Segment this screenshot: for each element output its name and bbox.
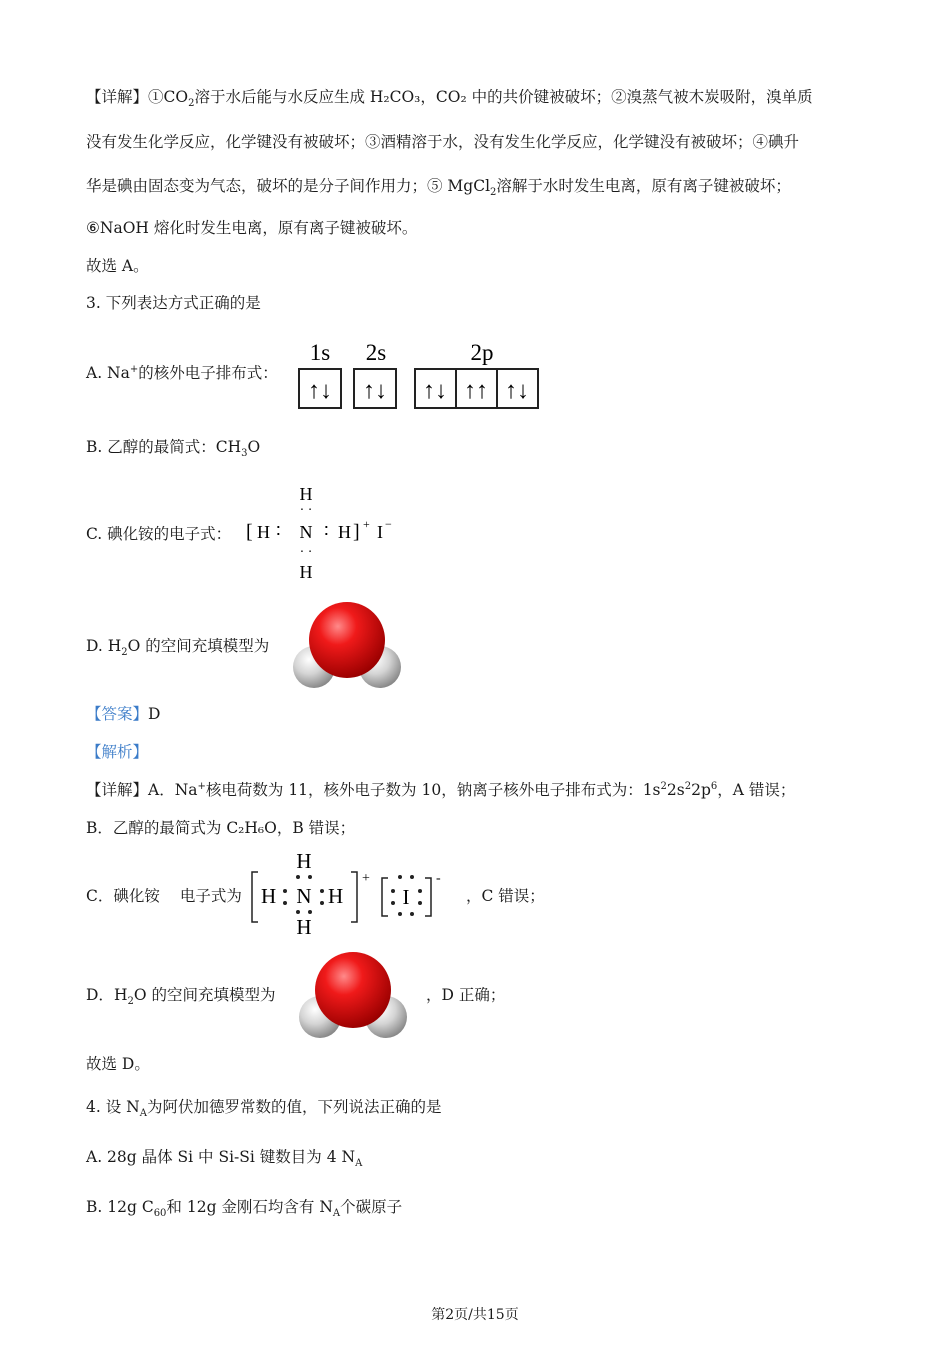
atom-h-top: H	[296, 849, 312, 873]
q4-option-b	[86, 1196, 402, 1218]
superscript: 2	[684, 780, 692, 792]
detail-text: C．碘化铵	[86, 887, 160, 905]
page-footer: 第2页/共15页	[431, 1307, 519, 1323]
subscript: 2	[490, 187, 497, 199]
atom-h-left: H	[257, 522, 270, 542]
detail-text: 【详解】①CO	[86, 88, 189, 106]
q3-option-d	[86, 635, 269, 657]
detail-b: B．乙醇的最简式为 C₂H₆O，B 错误；	[86, 819, 356, 837]
superscript: 2	[660, 780, 667, 792]
question-4-stem	[86, 1096, 441, 1118]
subscript: 2	[121, 647, 128, 659]
option-text: 个碳原子	[340, 1198, 403, 1216]
detail-text: D．	[86, 986, 114, 1004]
q4-option-a	[86, 1146, 362, 1168]
charge-minus: −	[385, 517, 392, 531]
q3-option-a	[86, 362, 278, 384]
conclusion-3: 故选 D。	[86, 1055, 150, 1073]
bracket-left: [	[246, 521, 253, 543]
orbital-arrows: ↑↓	[363, 378, 387, 404]
atom-h-left: H	[261, 884, 277, 908]
answer-label: 【答案】	[86, 705, 149, 723]
orbital-arrows: ↑↓	[423, 378, 447, 404]
charge-minus: -	[436, 871, 441, 886]
subscript: 2	[188, 98, 195, 110]
detail-text: ，A 错误；	[717, 781, 796, 799]
detail-c	[86, 885, 242, 907]
ammonium-iodide-formula-c	[240, 480, 410, 584]
bracket-left	[382, 878, 388, 916]
bracket-left	[252, 872, 258, 922]
atom-h-bottom: H	[299, 562, 313, 582]
option-text: 的核外电子排布式：	[138, 364, 278, 382]
water-space-filling-model	[292, 600, 404, 696]
bracket-right	[351, 872, 357, 922]
atom-i: I	[402, 885, 410, 909]
ammonium-iodide-formula-detail	[248, 848, 460, 940]
atom-h-right: H	[328, 884, 344, 908]
atom-h-top: H	[299, 484, 313, 504]
detail-text: 2s	[666, 781, 685, 799]
atom-i: I	[377, 522, 383, 542]
subscript: A	[355, 1158, 363, 1170]
q3-option-c: C. 碘化铵的电子式：	[86, 525, 232, 543]
subscript: A	[332, 1208, 341, 1220]
orbital-diagram	[292, 336, 552, 412]
detail-text: O 的空间充填模型为	[133, 986, 276, 1004]
subscript: 60	[153, 1208, 167, 1220]
detail-text: 2p	[691, 781, 711, 799]
electron-pair: ∶	[324, 521, 329, 541]
detail-line-4: ⑥NaOH 熔化时发生电离，原有离子键被破坏。	[86, 219, 418, 237]
electron-pair: · ·	[299, 545, 313, 560]
orbital-arrows: ↑↓	[308, 378, 332, 404]
analysis-label: 【解析】	[86, 743, 149, 761]
q3-option-b	[86, 436, 260, 458]
option-text: B. 乙醇的最简式：CH	[86, 438, 242, 456]
option-text: 和 12g 金刚石均含有 N	[166, 1198, 333, 1216]
charge-plus: +	[362, 871, 370, 886]
conclusion-2: 故选 A。	[86, 257, 149, 275]
atom-n: N	[299, 522, 313, 542]
detail-d-end: ，D 正确；	[426, 986, 506, 1004]
detail-text: 【详解】A．Na	[86, 781, 198, 799]
superscript: 6	[710, 780, 718, 792]
detail-a	[86, 779, 795, 801]
electron-pair: ∶	[276, 521, 281, 541]
option-text: O 的空间充填模型为	[127, 637, 270, 655]
atom-n: N	[296, 884, 312, 908]
detail-d	[86, 984, 275, 1006]
detail-line-1	[86, 86, 813, 108]
orbital-arrows: ↑↑	[464, 378, 488, 404]
option-text: B. 12g C	[86, 1198, 154, 1216]
superscript: +	[197, 780, 206, 792]
electron-pair: · ·	[299, 503, 313, 518]
orbital-arrows: ↑↓	[505, 378, 529, 404]
detail-text: 电子式为	[179, 887, 242, 905]
detail-text: 核电荷数为 11，核外电子数为 10，钠离子核外电子排布式为：1s	[205, 781, 661, 799]
stem-text: 4. 设 N	[86, 1098, 140, 1116]
orbital-label-2s: 2s	[365, 340, 387, 365]
water-space-filling-model	[298, 950, 410, 1046]
superscript: +	[129, 363, 139, 375]
detail-c-end: ，C 错误；	[466, 887, 545, 905]
question-3-stem: 3. 下列表达方式正确的是	[86, 294, 261, 312]
detail-text: H	[113, 986, 128, 1004]
stem-text: 为阿伏加德罗常数的值，下列说法正确的是	[146, 1098, 442, 1116]
option-text: A. 28g 晶体 Si 中 Si-Si 键数目为 4 N	[86, 1148, 356, 1166]
subscript: A	[139, 1108, 147, 1120]
subscript: 3	[241, 448, 248, 460]
option-text: O	[247, 438, 261, 456]
answer-line	[86, 703, 160, 725]
oxygen-atom	[309, 602, 385, 678]
subscript: 2	[127, 996, 134, 1008]
atom-h-right: H	[338, 522, 351, 542]
detail-line-2: 没有发生化学反应，化学键没有被破坏；③酒精溶于水，没有发生化学反应，化学键没有被破坏；④碘升	[86, 133, 800, 151]
charge-plus: +	[363, 517, 370, 531]
orbital-label-2p: 2p	[470, 340, 494, 365]
oxygen-atom	[315, 952, 391, 1028]
orbital-label-1s: 1s	[309, 340, 331, 365]
option-text: A. Na	[86, 364, 130, 382]
detail-text: 溶解于水时发生电离，原有离子键被破坏；	[496, 177, 791, 195]
detail-text: 华是碘由固态变为气态，破坏的是分子间作用力；⑤ MgCl	[86, 177, 491, 195]
answer-value: D	[148, 705, 161, 723]
atom-h-bottom: H	[296, 915, 312, 939]
detail-text: 溶于水后能与水反应生成 H₂CO₃，CO₂ 中的共价键被破坏；②溴蒸气被木炭吸附，溴单质	[194, 88, 813, 106]
detail-line-3	[86, 175, 791, 197]
bracket-right	[425, 878, 431, 916]
option-text: D. H	[86, 637, 122, 655]
bracket-right: ]	[353, 521, 360, 543]
